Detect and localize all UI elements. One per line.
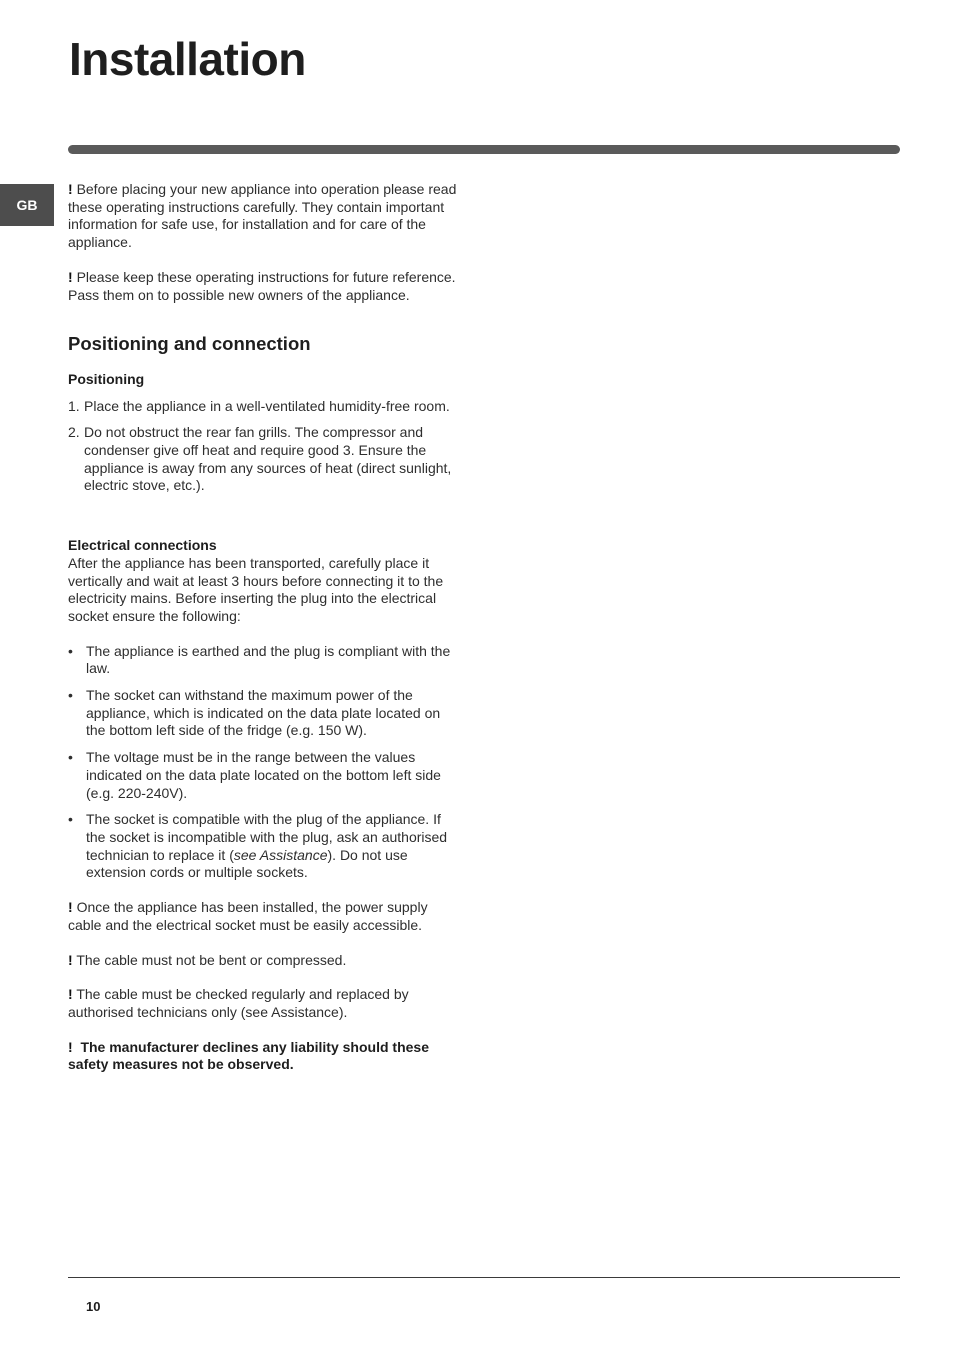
language-tab: GB — [0, 184, 54, 226]
exclamation-icon: ! — [68, 951, 73, 968]
exclamation-icon: ! — [68, 181, 73, 197]
positioning-heading: Positioning — [68, 370, 145, 387]
electrical-heading: Electrical connections — [68, 537, 217, 554]
intro-note: ! Please keep these operating instructions for future reference. Pass them on to possible new owners of the appliance. — [68, 268, 456, 303]
page-title: Installation — [69, 33, 306, 85]
electrical-checklist — [68, 643, 460, 882]
footer-divider — [68, 1277, 900, 1278]
safety-note: ! The cable must be checked regularly and replaced by authorised technicians only (see Assistance). — [68, 986, 409, 1020]
section-heading: Positioning and connection — [68, 333, 311, 355]
exclamation-icon: ! — [68, 899, 73, 916]
page-number: 10 — [86, 1299, 101, 1314]
exclamation-icon: ! — [68, 1038, 73, 1055]
list-item: • The socket is compatible with the plug of the appliance. If the socket is incompatible with the plug, ask an authorised technician to replace it (see Assistance). Do not use extension cords or multiple sockets. — [68, 811, 448, 881]
list-item: • The socket can withstand the maximum power of the appliance, which is indicated on the data plate located on the bottom left side of the fridge (e.g. 150 W). — [68, 687, 441, 739]
main-column — [68, 181, 460, 1074]
intro-note: ! Before placing your new appliance into operation please read these operating instructions carefully. They contain important information for safe use, for installation and for care of the appliance. — [68, 181, 457, 251]
positioning-list — [68, 398, 460, 496]
exclamation-icon: ! — [68, 986, 73, 1003]
safety-note: ! Once the appliance has been installed, the power supply cable and the electrical socket must be easily accessible. — [68, 899, 428, 933]
title-divider — [68, 145, 900, 154]
list-item: • The voltage must be in the range between the values indicated on the data plate located on the bottom left side (e.g. 220-240V). — [68, 749, 441, 801]
exclamation-icon: ! — [68, 268, 73, 285]
list-item: • The appliance is earthed and the plug is compliant with the law. — [68, 642, 451, 677]
safety-note: ! The cable must not be bent or compressed. — [68, 951, 347, 968]
list-item: 2. Do not obstruct the rear fan grills. The compressor and condenser give off heat and require good 3. Ensure the appliance is away from any sources of heat (direct sunlight, electric stove, etc.). — [68, 424, 452, 494]
liability-note: ! The manufacturer declines any liability should these safety measures not be observed. — [68, 1038, 429, 1073]
list-item: 1. Place the appliance in a well-ventilated humidity-free room. — [68, 397, 450, 414]
electrical-intro: After the appliance has been transported, carefully place it vertically and wait at least 3 hours before connecting it to the electricity mains. Before inserting the plug into the electrical socket ensure the following: — [68, 554, 444, 624]
